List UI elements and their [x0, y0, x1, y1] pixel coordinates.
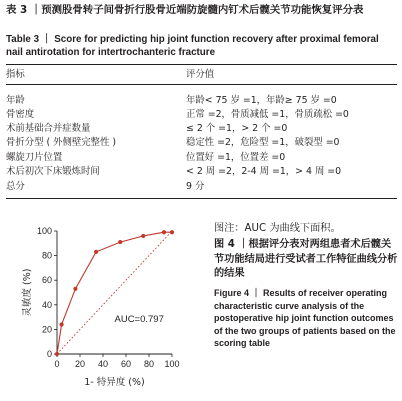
row-label: 年龄 — [6, 95, 25, 106]
row-label: 骨折分型 ( 外侧壁完整性 ) — [6, 137, 117, 148]
row-value: 年龄< 75 岁 =1，年龄≥ 75 岁 =0 — [186, 95, 337, 106]
y-tick-label: 80 — [41, 250, 52, 261]
row-value: 稳定性 =2，危险型 =1，破裂型 =0 — [186, 137, 340, 148]
y-tick-label: 20 — [41, 324, 52, 335]
roc-point — [141, 234, 145, 238]
table-header-label: 指标 — [6, 69, 25, 80]
roc-point — [118, 240, 122, 244]
x-tick-label: 0 — [54, 359, 60, 369]
row-value: 9 分 — [186, 181, 205, 192]
roc-chart — [0, 218, 206, 401]
figure-caption-cn: 图 4 ｜根据评分表对两组患者术后髋关节功能结局进行受试者工作特征曲线分析的结果 — [214, 239, 398, 280]
roc-point — [94, 250, 98, 254]
roc-point — [73, 287, 77, 291]
row-value: 位置好 =1，位置差 =0 — [186, 152, 286, 163]
table-header-rule — [6, 84, 397, 85]
x-tick-label: 60 — [120, 359, 132, 369]
row-label: 术后初次下床锻炼时间 — [6, 166, 100, 177]
row-value: ≤ 2 个 =1，> 2 个 =0 — [186, 123, 288, 134]
row-label: 螺旋刀片位置 — [6, 152, 63, 163]
y-tick-label: 40 — [41, 299, 52, 310]
x-tick-label: 20 — [74, 359, 86, 369]
y-tick-label: 0 — [46, 349, 52, 359]
table-top-rule — [6, 64, 397, 65]
y-tick-label: 60 — [41, 275, 52, 286]
row-label: 总分 — [6, 181, 25, 192]
auc-annotation: AUC=0.797 — [114, 314, 164, 326]
y-axis-label: 灵敏度 (%) — [22, 268, 33, 317]
table-title-en: Table 3 ｜ Score for predicting hip joint function recovery after proximal femoral nail antirotation for intertrochanteric fracture — [6, 34, 379, 58]
figure-note: 图注：AUC 为曲线下面积。 — [214, 223, 341, 234]
table-header-value: 评分值 — [186, 69, 215, 80]
x-tick-label: 80 — [143, 359, 155, 369]
table-bottom-rule — [6, 198, 397, 199]
row-label: 术前基础合并症数量 — [6, 123, 91, 134]
row-value: 正常 =2，骨质减低 =1，骨质疏松 =0 — [186, 109, 349, 120]
roc-point — [60, 322, 64, 326]
y-tick-label: 100 — [36, 226, 52, 236]
figure-caption-en: Figure 4 ｜ Results of receiver operating characteristic curve analysis of the postoperative hip joint function outcomes of the two groups of patients based on the scoring table — [214, 288, 396, 349]
table-title-cn: 表 3 ｜预测股骨转子间骨折行股骨近端防旋髓内钉术后髋关节功能恢复评分表 — [6, 4, 364, 16]
row-value: < 2 周 =2，2-4 周 =1，> 4 周 =0 — [186, 166, 342, 177]
row-label: 骨密度 — [6, 109, 35, 120]
x-tick-label: 40 — [97, 359, 109, 369]
roc-point — [162, 230, 166, 234]
x-tick-label: 100 — [164, 359, 180, 369]
x-axis-label: 1- 特异度 (%) — [84, 377, 145, 388]
